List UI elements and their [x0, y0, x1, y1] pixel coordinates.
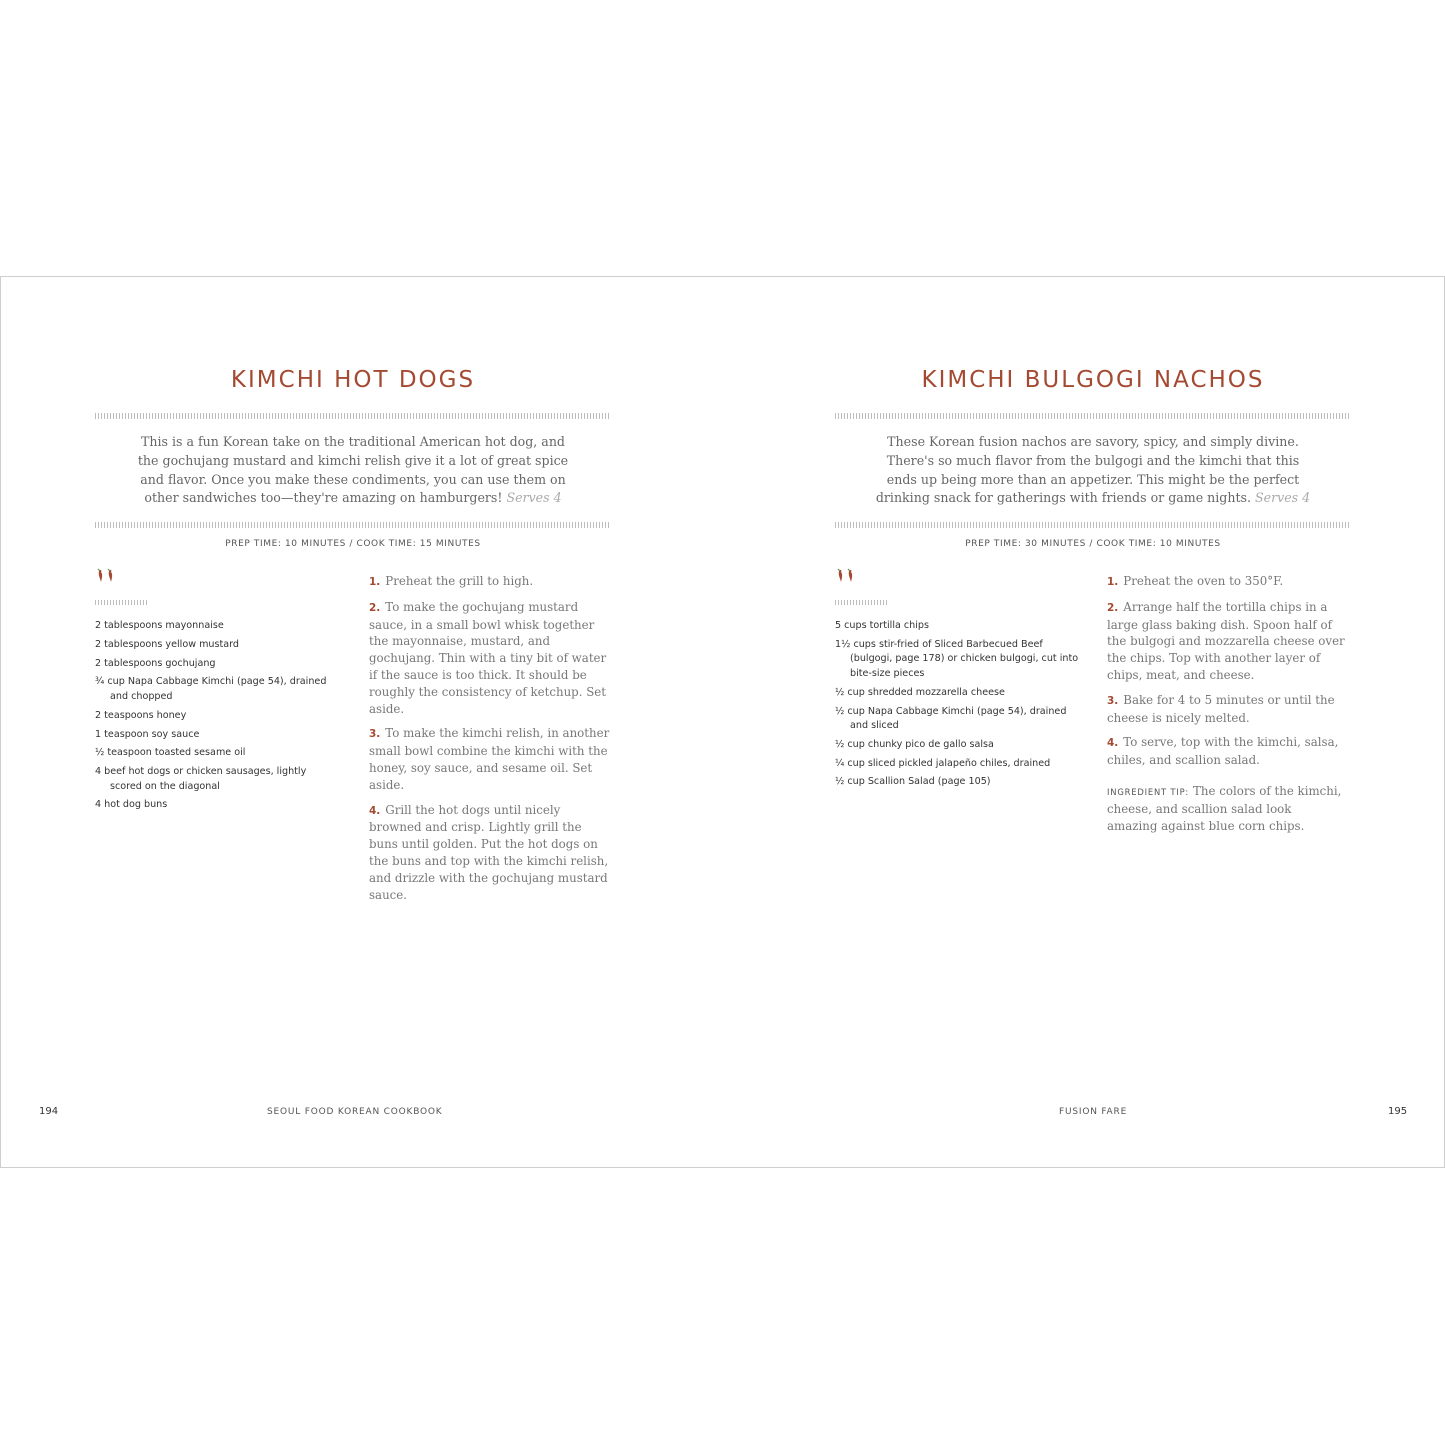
step-number: 1.	[369, 576, 381, 588]
ingredient-item: ½ cup shredded mozzarella cheese	[835, 686, 1005, 698]
intro-rule	[835, 522, 1351, 528]
ingredient-list	[95, 619, 335, 817]
intro-rule	[95, 522, 611, 528]
ingredient-item: ½ cup Napa Cabbage Kimchi (page 54), drained and sliced	[835, 705, 1067, 732]
right-page	[723, 277, 1444, 1167]
step-item	[369, 802, 614, 904]
left-page	[1, 277, 722, 1167]
step-text: Grill the hot dogs until nicely browned and crisp. Lightly grill the buns until golden. Put the hot dogs on the buns and top with the kimchi relish, and drizzle with the gochujang mustard sauce.	[369, 802, 609, 902]
ingredient-item: ¼ cup sliced pickled jalapeño chiles, drained	[835, 757, 1051, 769]
ingredient-item: 5 cups tortilla chips	[835, 620, 930, 631]
intro-text: These Korean fusion nachos are savory, spicy, and simply divine. There's so much flavor from the bulgogi and the kimchi that this ends up being more than an appetizer. This might be the perfect drinking snack for gatherings with friends or game nights.	[875, 434, 1300, 506]
step-number: 2.	[1107, 601, 1119, 614]
step-number: 3.	[1107, 694, 1119, 707]
recipe-intro	[131, 433, 575, 508]
intro-text: This is a fun Korean take on the traditional American hot dog, and the gochujang mustard and kimchi relish give it a lot of great spice and flavor. Once you make these condiments, you can use them on other sandwiches too—they're amazing on hamburgers!	[137, 434, 569, 506]
serves-text: Serves 4	[506, 490, 562, 506]
step-number: 2.	[369, 601, 381, 614]
ingredient-item: 1 teaspoon soy sauce	[95, 728, 200, 740]
step-item	[1107, 734, 1345, 769]
step-text: Preheat the grill to high.	[385, 574, 534, 588]
step-text: Bake for 4 to 5 minutes or until the cheese is nicely melted.	[1107, 692, 1335, 725]
step-text: To make the gochujang mustard sauce, in a small bowl whisk together the mayonnaise, mustard, and gochujang. Thin with a tiny bit of water if the sauce is too thick. It should be roughly the consistency of ketchup. Set aside.	[369, 599, 607, 716]
ingredient-item: ½ cup Scallion Salad (page 105)	[835, 776, 991, 788]
step-list	[1107, 573, 1345, 842]
step-text: Preheat the oven to 350°F.	[1123, 574, 1284, 588]
ingredient-item: 2 teaspoons honey	[95, 709, 187, 721]
page-number: 194	[39, 1106, 59, 1117]
step-list	[369, 573, 614, 911]
ingredient-item: 2 tablespoons mayonnaise	[95, 620, 224, 631]
ingredient-tip	[1107, 783, 1345, 834]
ingredients-rule	[95, 600, 147, 605]
chili-pepper-icon	[835, 568, 857, 584]
prep-cook-times: PREP TIME: 10 MINUTES / COOK TIME: 15 MINUTES	[225, 539, 481, 549]
step-item	[1107, 573, 1345, 591]
step-item	[369, 573, 614, 591]
step-number: 4.	[369, 804, 381, 817]
title-rule	[95, 413, 611, 419]
recipe-title: KIMCHI BULGOGI NACHOS	[921, 367, 1265, 393]
ingredient-item: ¾ cup Napa Cabbage Kimchi (page 54), drained and chopped	[95, 676, 327, 702]
running-head: FUSION FARE	[1059, 1107, 1128, 1117]
ingredient-item: 4 beef hot dogs or chicken sausages, lightly scored on the diagonal	[95, 766, 307, 792]
tip-paragraph	[1107, 783, 1345, 834]
ingredient-item: 4 hot dog buns	[95, 799, 168, 811]
step-item	[369, 725, 614, 793]
chili-pepper-icon	[95, 568, 117, 584]
step-text: To make the kimchi relish, in another small bowl combine the kimchi with the honey, soy sauce, and sesame oil. Set aside.	[369, 726, 610, 792]
tip-label: INGREDIENT TIP:	[1107, 786, 1190, 797]
ingredient-item: 2 tablespoons gochujang	[95, 657, 216, 669]
step-text: To serve, top with the kimchi, salsa, chiles, and scallion salad.	[1107, 735, 1339, 768]
step-item	[369, 599, 614, 718]
page-number: 195	[1388, 1106, 1408, 1117]
serves-text: Serves 4	[1255, 490, 1311, 506]
recipe-title: KIMCHI HOT DOGS	[230, 367, 476, 393]
prep-cook-times: PREP TIME: 30 MINUTES / COOK TIME: 10 MINUTES	[965, 539, 1221, 549]
title-rule	[835, 413, 1351, 419]
ingredient-list	[835, 619, 1085, 794]
step-number: 4.	[1107, 737, 1119, 750]
book-spread	[0, 276, 1445, 1168]
step-item	[1107, 599, 1345, 684]
ingredients-rule	[835, 600, 887, 605]
step-number: 1.	[1107, 576, 1119, 588]
tip-text: The colors of the kimchi, cheese, and scallion salad look amazing against blue corn chips.	[1107, 783, 1342, 833]
step-text: Arrange half the tortilla chips in a large glass baking dish. Spoon half of the bulgogi and mozzarella cheese over the chips. Top with another layer of chips, meat, and cheese.	[1107, 599, 1345, 682]
ingredient-item: ½ teaspoon toasted sesame oil	[95, 747, 246, 759]
step-number: 3.	[369, 728, 381, 741]
step-item	[1107, 692, 1345, 727]
running-head: SEOUL FOOD KOREAN COOKBOOK	[267, 1107, 443, 1117]
ingredient-item: 2 tablespoons yellow mustard	[95, 638, 240, 650]
ingredient-item: 1½ cups stir-fried of Sliced Barbecued Beef (bulgogi, page 178) or chicken bulgogi, cut into bite-size pieces	[835, 638, 1079, 679]
ingredient-item: ½ cup chunky pico de gallo salsa	[835, 738, 994, 750]
recipe-intro	[871, 433, 1315, 508]
